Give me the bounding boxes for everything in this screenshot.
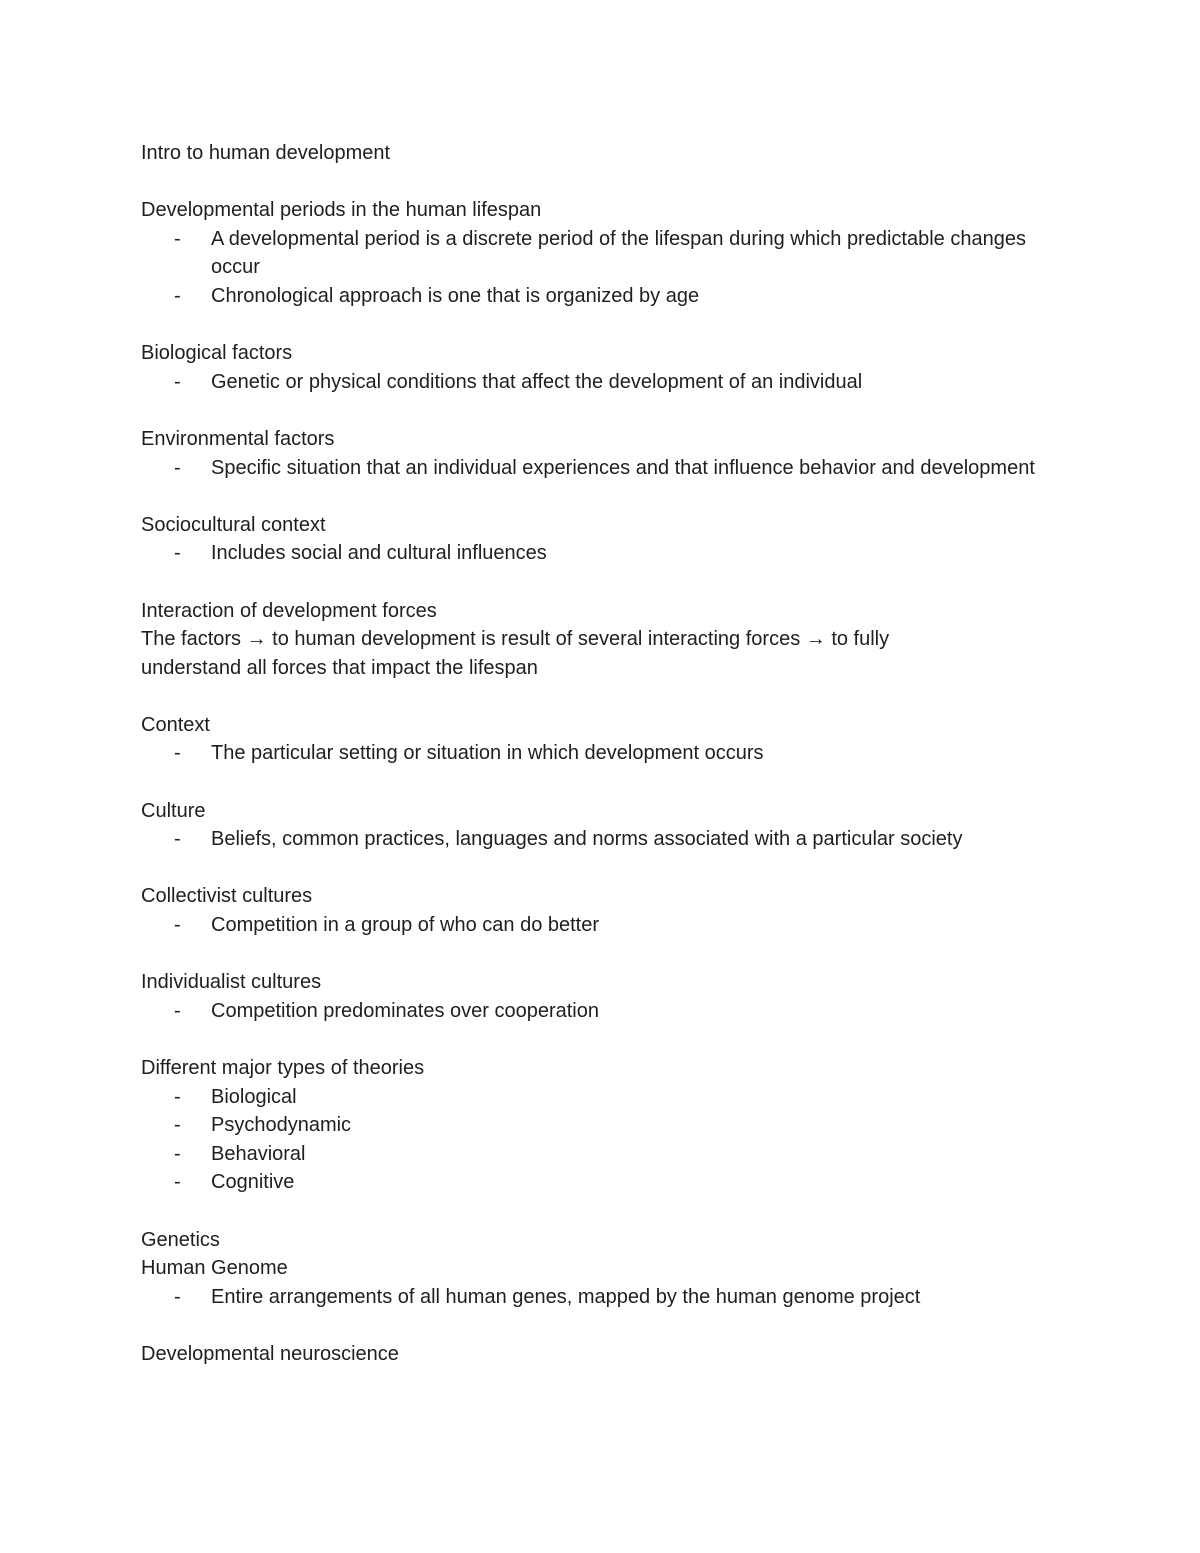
list-item (141, 911, 1041, 940)
list-item (141, 739, 1041, 768)
bullet-dash-icon: - (174, 914, 181, 937)
note-section (141, 339, 1041, 396)
bullet-dash-icon: - (174, 542, 181, 565)
note-section (141, 797, 1041, 854)
spacer (141, 1311, 1041, 1340)
bullet-text: Competition predominates over cooperation (211, 999, 599, 1022)
bullet-text: Includes social and cultural influences (211, 542, 547, 565)
note-section (141, 711, 1041, 768)
bullet-text: Genetic or physical conditions that affect the development of an individual (211, 370, 863, 393)
section-heading: Biological factors (141, 342, 293, 365)
spacer (141, 682, 1041, 711)
bullet-text: The particular setting or situation in which development occurs (211, 742, 764, 765)
bullet-text: Specific situation that an individual experiences and that influence behavior and development (211, 456, 1035, 479)
bullet-list (141, 225, 1041, 311)
document-title-block (141, 139, 1041, 168)
bullet-text: Competition in a group of who can do better (211, 914, 600, 937)
list-item (141, 282, 1041, 311)
bullet-text: Beliefs, common practices, languages and norms associated with a particular society (211, 828, 963, 851)
bullet-list (141, 1283, 1041, 1312)
list-item (141, 1111, 1041, 1140)
bullet-text: Cognitive (211, 1171, 295, 1194)
spacer (141, 168, 1041, 197)
bullet-dash-icon: - (174, 284, 181, 307)
bullet-text: Entire arrangements of all human genes, mapped by the human genome project (211, 1285, 921, 1308)
bullet-list (141, 739, 1041, 768)
section-heading: Context (141, 713, 210, 736)
note-section (141, 196, 1041, 310)
bullet-dash-icon: - (174, 1285, 181, 1308)
spacer (141, 1197, 1041, 1226)
bullet-dash-icon: - (174, 1142, 181, 1165)
spacer (141, 311, 1041, 340)
bullet-text: Behavioral (211, 1142, 306, 1165)
list-item (141, 1083, 1041, 1112)
bullet-dash-icon: - (174, 456, 181, 479)
spacer (141, 940, 1041, 969)
bullet-text: A developmental period is a discrete period of the lifespan during which predictable changes occur (211, 227, 1026, 279)
spacer (141, 396, 1041, 425)
note-section (141, 1054, 1041, 1197)
section-heading: Environmental factors (141, 427, 335, 450)
section-heading: Individualist cultures (141, 971, 322, 994)
section-heading: Interaction of development forces (141, 599, 437, 622)
list-item (141, 997, 1041, 1026)
section-paragraph: The factors → to human development is result of several interacting forces → to fully understand all forces that impact the lifespan (141, 628, 890, 679)
spacer (141, 854, 1041, 883)
section-subheading: Human Genome (141, 1257, 288, 1280)
section-heading: Developmental neuroscience (141, 1342, 399, 1365)
bullet-list (141, 825, 1041, 854)
notes-body (141, 196, 1041, 1368)
bullet-dash-icon: - (174, 1171, 181, 1194)
bullet-list (141, 911, 1041, 940)
bullet-dash-icon: - (174, 370, 181, 393)
bullet-dash-icon: - (174, 742, 181, 765)
spacer (141, 1025, 1041, 1054)
bullet-dash-icon: - (174, 999, 181, 1022)
bullet-dash-icon: - (174, 1085, 181, 1108)
note-section (141, 1226, 1041, 1312)
spacer (141, 568, 1041, 597)
section-heading: Developmental periods in the human lifespan (141, 199, 542, 222)
note-section (141, 425, 1041, 482)
bullet-list (141, 539, 1041, 568)
list-item (141, 825, 1041, 854)
section-heading: Genetics (141, 1228, 220, 1251)
list-item (141, 1140, 1041, 1169)
document-title: Intro to human development (141, 142, 391, 164)
spacer (141, 768, 1041, 797)
section-heading: Collectivist cultures (141, 885, 313, 908)
section-heading: Different major types of theories (141, 1057, 425, 1079)
list-item (141, 225, 1041, 282)
note-section (141, 597, 1041, 683)
bullet-list (141, 454, 1041, 483)
section-heading: Culture (141, 799, 206, 822)
list-item (141, 1168, 1041, 1197)
note-section (141, 1340, 1041, 1369)
bullet-text: Chronological approach is one that is organized by age (211, 284, 700, 307)
list-item (141, 368, 1041, 397)
spacer (141, 482, 1041, 511)
list-item (141, 454, 1041, 483)
document-page (141, 139, 1041, 1369)
bullet-dash-icon: - (174, 227, 181, 250)
list-item (141, 1283, 1041, 1312)
note-section (141, 968, 1041, 1025)
section-heading: Sociocultural context (141, 513, 326, 536)
bullet-list (141, 997, 1041, 1026)
list-item (141, 539, 1041, 568)
bullet-text: Biological (211, 1085, 297, 1108)
bullet-dash-icon: - (174, 1114, 181, 1137)
note-section (141, 511, 1041, 568)
bullet-dash-icon: - (174, 828, 181, 851)
bullet-text: Psychodynamic (211, 1114, 352, 1137)
bullet-list (141, 368, 1041, 397)
bullet-list (141, 1083, 1041, 1197)
note-section (141, 882, 1041, 939)
